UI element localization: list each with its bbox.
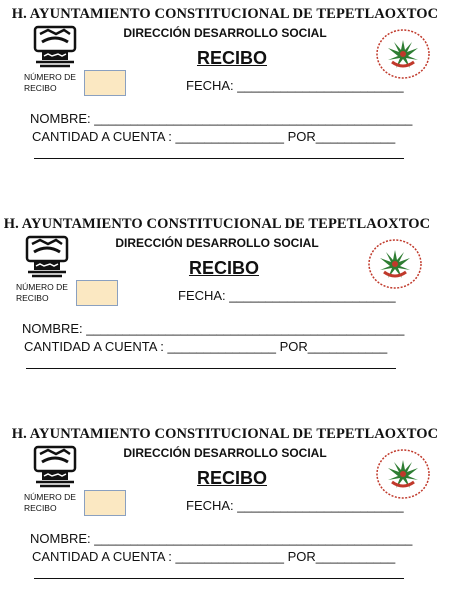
desarrollo-social-emblem-icon bbox=[374, 28, 432, 80]
receipt-number-field[interactable] bbox=[84, 490, 126, 516]
signature-rule bbox=[26, 368, 396, 369]
amount-line: CANTIDAD A CUENTA : _______________ POR___________ bbox=[32, 129, 396, 144]
municipal-crest-icon bbox=[24, 234, 70, 280]
receipt-heading: RECIBO bbox=[188, 258, 259, 278]
receipt-heading: RECIBO bbox=[196, 48, 267, 68]
receipt-content bbox=[0, 4, 450, 194]
receipt-number-field[interactable] bbox=[84, 70, 126, 96]
name-line: NOMBRE: ____________________________________________ bbox=[30, 111, 413, 126]
department-subtitle: DIRECCIÓN DESARROLLO SOCIAL bbox=[123, 446, 327, 460]
desarrollo-social-emblem-icon bbox=[366, 238, 424, 290]
receipt-number-label: NÚMERO DE RECIBO bbox=[16, 282, 68, 303]
department-subtitle: DIRECCIÓN DESARROLLO SOCIAL bbox=[123, 26, 327, 40]
municipal-crest-icon bbox=[32, 24, 78, 70]
amount-line: CANTIDAD A CUENTA : _______________ POR___________ bbox=[24, 339, 388, 354]
receipt-number-field[interactable] bbox=[76, 280, 118, 306]
receipt-number-label: NÚMERO DE RECIBO bbox=[24, 72, 76, 93]
municipality-title: H. AYUNTAMIENTO CONSTITUCIONAL DE TEPETLAOXTOC bbox=[11, 426, 439, 442]
amount-line: CANTIDAD A CUENTA : _______________ POR___________ bbox=[32, 549, 396, 564]
name-line: NOMBRE: ____________________________________________ bbox=[22, 321, 405, 336]
date-line: FECHA: _______________________ bbox=[178, 288, 396, 303]
signature-rule bbox=[34, 578, 404, 579]
municipality-title: H. AYUNTAMIENTO CONSTITUCIONAL DE TEPETLAOXTOC bbox=[3, 216, 431, 232]
date-line: FECHA: _______________________ bbox=[186, 78, 404, 93]
municipality-title: H. AYUNTAMIENTO CONSTITUCIONAL DE TEPETLAOXTOC bbox=[11, 6, 439, 22]
receipt-2 bbox=[0, 214, 450, 404]
receipt-heading: RECIBO bbox=[196, 468, 267, 488]
desarrollo-social-emblem-icon bbox=[374, 448, 432, 500]
department-subtitle: DIRECCIÓN DESARROLLO SOCIAL bbox=[115, 236, 319, 250]
receipt-content bbox=[0, 214, 442, 404]
municipal-crest-icon bbox=[32, 444, 78, 490]
date-line: FECHA: _______________________ bbox=[186, 498, 404, 513]
name-line: NOMBRE: ____________________________________________ bbox=[30, 531, 413, 546]
receipt-3 bbox=[0, 424, 450, 614]
receipt-content bbox=[0, 424, 450, 614]
receipt-1 bbox=[0, 4, 450, 194]
receipt-number-label: NÚMERO DE RECIBO bbox=[24, 492, 76, 513]
signature-rule bbox=[34, 158, 404, 159]
